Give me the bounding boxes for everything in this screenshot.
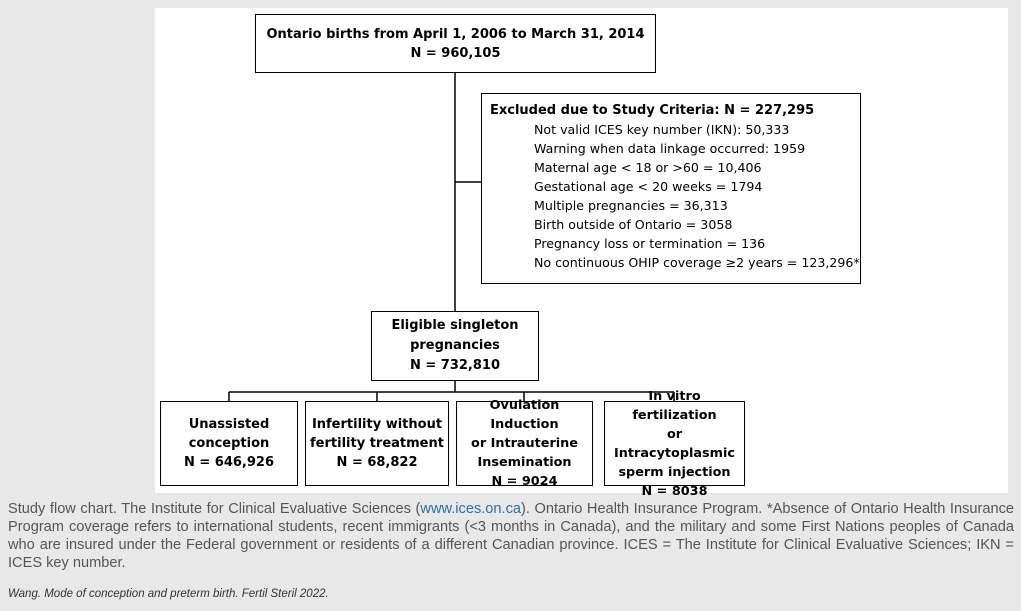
ontario-births-box bbox=[255, 14, 656, 73]
group-label-line: In vitro fertilization bbox=[632, 388, 717, 423]
excluded-item: No continuous OHIP coverage ≥2 years = 123,296* bbox=[534, 255, 860, 270]
group-label-line: fertility treatment bbox=[310, 436, 444, 451]
ivf-icsi-box bbox=[604, 388, 745, 499]
group-label-line: Unassisted bbox=[188, 417, 270, 432]
ontario-births-count: N = 960,105 bbox=[410, 45, 501, 61]
ontario-births-label: Ontario births from April 1, 2006 to March 31, 2014 bbox=[266, 26, 645, 42]
group-count: N = 68,822 bbox=[336, 455, 418, 470]
group-count: N = 9024 bbox=[491, 474, 558, 489]
group-label-line: Insemination bbox=[477, 455, 572, 470]
caption-text-end: ). Ontario Health Insurance Program. *Absence of Ontario Health Insurance Program coverage refers to international students, recent immigrants (<3 months in Canada), and the military and some First Nations peoples of Canada who are insured under the Federal government or residents of a different Canadian province. ICES = The Institute for Clinical Evaluative Sciences; IKN = ICES key number. bbox=[8, 501, 1015, 571]
eligible-box bbox=[371, 311, 539, 381]
ovulation-induction-iui-box bbox=[456, 398, 593, 489]
group-label-line: Ovulation Induction bbox=[489, 398, 560, 432]
group-label-line: or Intracytoplasmic bbox=[614, 426, 735, 461]
group-count: N = 646,926 bbox=[183, 455, 275, 470]
eligible-label-line1: Eligible singleton bbox=[391, 318, 519, 333]
excluded-item: Not valid ICES key number (IKN): 50,333 bbox=[534, 122, 790, 137]
group-label-line: conception bbox=[188, 436, 270, 451]
eligible-label-line2: pregnancies bbox=[410, 338, 500, 353]
excluded-item: Pregnancy loss or termination = 136 bbox=[534, 236, 766, 251]
excluded-item: Warning when data linkage occurred: 1959 bbox=[534, 141, 806, 156]
excluded-box bbox=[481, 93, 861, 284]
infertility-without-treatment-box bbox=[305, 401, 449, 486]
excluded-item: Birth outside of Ontario = 3058 bbox=[534, 217, 733, 232]
group-label-line: or Intrauterine bbox=[471, 436, 578, 451]
eligible-count: N = 732,810 bbox=[409, 358, 501, 373]
ices-link[interactable]: www.ices.on.ca bbox=[420, 501, 521, 517]
unassisted-conception-box bbox=[160, 401, 298, 486]
caption-text-start: Study flow chart. The Institute for Clinical Evaluative Sciences ( bbox=[8, 501, 421, 517]
excluded-item: Maternal age < 18 or >60 = 10,406 bbox=[534, 160, 762, 175]
excluded-title: Excluded due to Study Criteria: N = 227,295 bbox=[490, 103, 815, 118]
group-label-line: sperm injection bbox=[618, 464, 731, 480]
group-count: N = 8038 bbox=[641, 483, 708, 499]
figure-citation: Wang. Mode of conception and preterm birth. Fertil Steril 2022. bbox=[8, 588, 329, 600]
group-label-line: Infertility without bbox=[311, 417, 443, 432]
excluded-item: Gestational age < 20 weeks = 1794 bbox=[534, 179, 763, 194]
excluded-item: Multiple pregnancies = 36,313 bbox=[534, 198, 728, 213]
figure-caption bbox=[8, 500, 1014, 572]
